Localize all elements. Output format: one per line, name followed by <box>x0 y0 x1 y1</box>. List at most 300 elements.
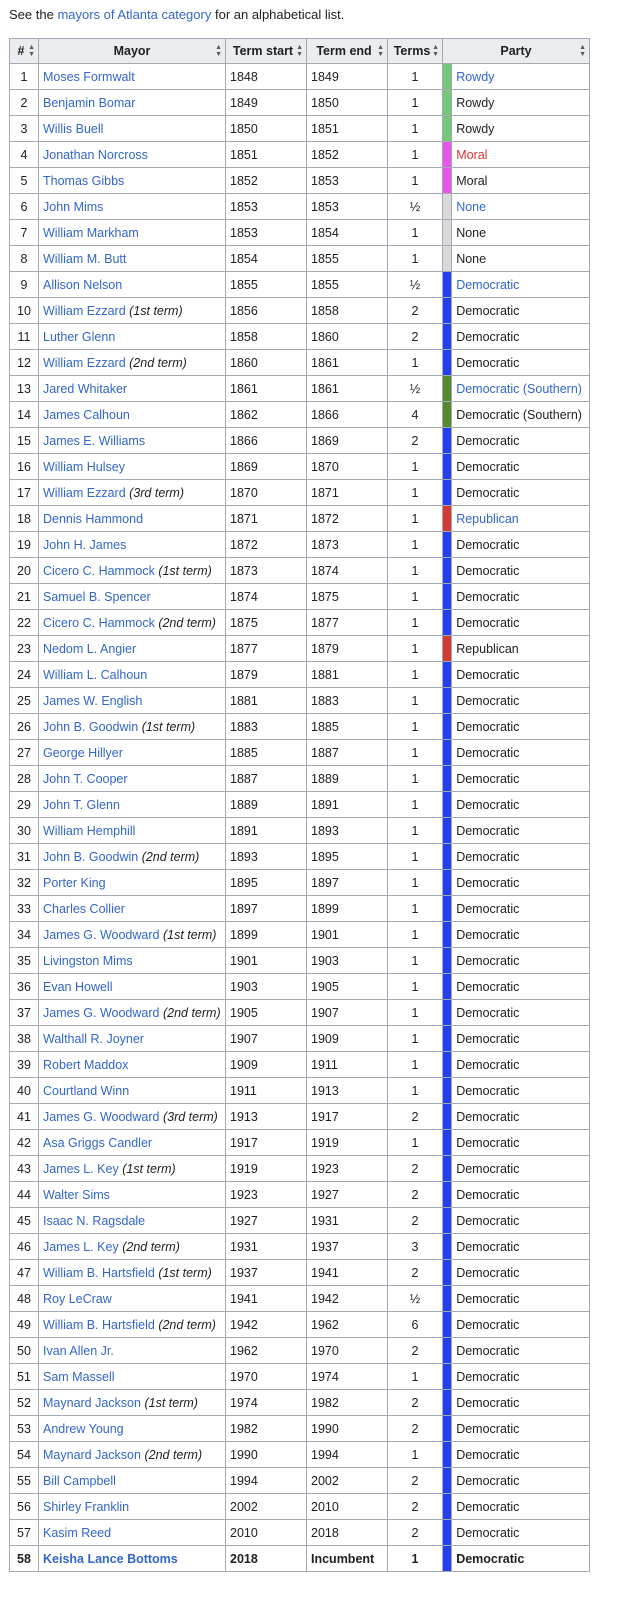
party-label: Democratic <box>456 1031 520 1046</box>
header-num[interactable] <box>10 39 39 64</box>
table-row <box>10 168 590 194</box>
header-party[interactable] <box>443 39 590 64</box>
term-note: (1st term) <box>141 719 196 734</box>
table-row <box>10 480 590 506</box>
header-row <box>10 39 590 64</box>
row-number: 10 <box>10 298 39 324</box>
mayor-link[interactable]: Charles Collier <box>43 901 125 916</box>
term-start: 1923 <box>226 1182 307 1208</box>
mayor-link[interactable]: John T. Cooper <box>43 771 128 786</box>
term-end: 2010 <box>307 1494 388 1520</box>
party-cell <box>452 168 590 194</box>
party-cell <box>452 558 590 584</box>
party-color-swatch <box>443 506 452 532</box>
row-number: 4 <box>10 142 39 168</box>
mayor-cell <box>39 532 226 558</box>
table-row <box>10 740 590 766</box>
term-note: (2nd term) <box>129 355 187 370</box>
table-row <box>10 1416 590 1442</box>
terms-count: 6 <box>388 1312 443 1338</box>
party-label: Democratic <box>456 901 520 916</box>
term-end: 1903 <box>307 948 388 974</box>
terms-count: 1 <box>388 948 443 974</box>
mayor-link[interactable]: Porter King <box>43 875 106 890</box>
sort-icon[interactable]: ▲ ▼ <box>28 44 35 58</box>
row-number: 56 <box>10 1494 39 1520</box>
header-mayor[interactable] <box>39 39 226 64</box>
mayor-cell <box>39 376 226 402</box>
term-end: 1854 <box>307 220 388 246</box>
party-label: Democratic <box>456 1239 520 1254</box>
header-term-start[interactable] <box>226 39 307 64</box>
table-row <box>10 1182 590 1208</box>
term-start: 1905 <box>226 1000 307 1026</box>
mayor-link[interactable]: Maynard Jackson <box>43 1447 141 1462</box>
terms-count: 1 <box>388 142 443 168</box>
mayor-cell <box>39 1312 226 1338</box>
mayor-cell <box>39 1156 226 1182</box>
mayor-link[interactable]: Walter Sims <box>43 1187 110 1202</box>
mayor-link[interactable]: Livingston Mims <box>43 953 133 968</box>
party-cell <box>452 142 590 168</box>
term-end: 1974 <box>307 1364 388 1390</box>
table-row <box>10 1078 590 1104</box>
terms-count: ½ <box>388 194 443 220</box>
party-color-swatch <box>443 220 452 246</box>
mayor-link[interactable]: William B. Hartsfield <box>43 1317 155 1332</box>
mayor-link[interactable]: Evan Howell <box>43 979 113 994</box>
table-row <box>10 454 590 480</box>
mayor-link[interactable]: Cicero C. Hammock <box>43 563 155 578</box>
party-cell <box>452 1234 590 1260</box>
mayor-cell <box>39 1468 226 1494</box>
row-number: 24 <box>10 662 39 688</box>
mayor-link[interactable]: Courtland Winn <box>43 1083 130 1098</box>
term-start: 1851 <box>226 142 307 168</box>
mayor-link[interactable]: William M. Butt <box>43 251 127 266</box>
mayor-cell <box>39 142 226 168</box>
header-term-end[interactable] <box>307 39 388 64</box>
row-number: 40 <box>10 1078 39 1104</box>
mayor-cell <box>39 1364 226 1390</box>
party-label: Democratic <box>456 979 520 994</box>
table-row <box>10 1026 590 1052</box>
row-number: 16 <box>10 454 39 480</box>
header-terms[interactable] <box>388 39 443 64</box>
mayor-link[interactable]: Ivan Allen Jr. <box>43 1343 114 1358</box>
terms-count: 2 <box>388 1338 443 1364</box>
term-start: 1903 <box>226 974 307 1000</box>
mayor-link[interactable]: James E. Williams <box>43 433 146 448</box>
mayors-category-link[interactable]: mayors of Atlanta category <box>57 7 212 22</box>
term-end: 1869 <box>307 428 388 454</box>
term-end: 1883 <box>307 688 388 714</box>
mayor-cell <box>39 1546 226 1572</box>
sort-icon[interactable]: ▲ ▼ <box>215 44 222 58</box>
mayor-link[interactable]: Kasim Reed <box>43 1525 112 1540</box>
terms-count: 1 <box>388 168 443 194</box>
party-color-swatch <box>443 1312 452 1338</box>
party-color-swatch <box>443 402 452 428</box>
mayor-cell <box>39 1338 226 1364</box>
mayor-link[interactable]: James Calhoun <box>43 407 130 422</box>
party-label: Democratic <box>456 797 520 812</box>
party-color-swatch <box>443 454 452 480</box>
sort-icon[interactable]: ▲ ▼ <box>579 44 586 58</box>
table-row <box>10 402 590 428</box>
term-end: 1887 <box>307 740 388 766</box>
party-cell <box>452 688 590 714</box>
mayor-cell <box>39 688 226 714</box>
party-cell <box>452 1026 590 1052</box>
table-row <box>10 1156 590 1182</box>
row-number: 11 <box>10 324 39 350</box>
mayor-link[interactable]: Keisha Lance Bottoms <box>43 1551 178 1566</box>
mayor-link[interactable]: William Ezzard <box>43 485 126 500</box>
mayor-link[interactable]: Maynard Jackson <box>43 1395 141 1410</box>
term-note: (1st term) <box>162 927 217 942</box>
table-row <box>10 1364 590 1390</box>
party-label[interactable]: None <box>456 199 487 214</box>
party-cell <box>452 1494 590 1520</box>
party-label: Democratic <box>456 1395 520 1410</box>
terms-count: 1 <box>388 610 443 636</box>
party-color-swatch <box>443 610 452 636</box>
term-start: 1895 <box>226 870 307 896</box>
row-number: 55 <box>10 1468 39 1494</box>
party-cell <box>452 454 590 480</box>
table-row <box>10 1052 590 1078</box>
mayor-link[interactable]: Roy LeCraw <box>43 1291 112 1306</box>
party-label: Democratic <box>456 1187 520 1202</box>
term-end: 1849 <box>307 64 388 90</box>
table-row <box>10 1494 590 1520</box>
party-color-swatch <box>443 792 452 818</box>
mayor-cell <box>39 870 226 896</box>
mayors-table <box>9 38 590 1572</box>
mayor-cell <box>39 90 226 116</box>
mayor-link[interactable]: James G. Woodward <box>43 1005 160 1020</box>
mayor-cell <box>39 1260 226 1286</box>
row-number: 49 <box>10 1312 39 1338</box>
party-color-swatch <box>443 1182 452 1208</box>
table-row <box>10 1104 590 1130</box>
party-label: Rowdy <box>456 121 495 136</box>
terms-count: 3 <box>388 1234 443 1260</box>
party-label: Democratic <box>456 1265 520 1280</box>
table-row <box>10 376 590 402</box>
row-number: 6 <box>10 194 39 220</box>
mayor-link[interactable]: William Hulsey <box>43 459 125 474</box>
mayor-link[interactable]: Thomas Gibbs <box>43 173 125 188</box>
row-number: 39 <box>10 1052 39 1078</box>
row-number: 46 <box>10 1234 39 1260</box>
term-end: 1852 <box>307 142 388 168</box>
row-number: 14 <box>10 402 39 428</box>
mayor-link[interactable]: John H. James <box>43 537 127 552</box>
term-start: 1877 <box>226 636 307 662</box>
term-start: 1879 <box>226 662 307 688</box>
mayor-link[interactable]: Jonathan Norcross <box>43 147 148 162</box>
party-label: Democratic <box>456 1447 520 1462</box>
mayor-cell <box>39 350 226 376</box>
table-row <box>10 844 590 870</box>
term-start: 1852 <box>226 168 307 194</box>
mayor-link[interactable]: William L. Calhoun <box>43 667 148 682</box>
sort-icon[interactable]: ▲ ▼ <box>296 44 303 58</box>
terms-count: 1 <box>388 1546 443 1572</box>
terms-count: 1 <box>388 90 443 116</box>
term-start: 1982 <box>226 1416 307 1442</box>
party-cell <box>452 1468 590 1494</box>
term-end: 1895 <box>307 844 388 870</box>
sort-icon[interactable]: ▲ ▼ <box>432 44 439 58</box>
row-number: 52 <box>10 1390 39 1416</box>
party-color-swatch <box>443 636 452 662</box>
term-end: 1875 <box>307 584 388 610</box>
mayor-link[interactable]: James W. English <box>43 693 143 708</box>
party-label[interactable]: Rowdy <box>456 69 495 84</box>
party-color-swatch <box>443 662 452 688</box>
term-end: 2002 <box>307 1468 388 1494</box>
table-row <box>10 1468 590 1494</box>
party-color-swatch <box>443 1156 452 1182</box>
terms-count: 1 <box>388 1000 443 1026</box>
mayor-link[interactable]: Bill Campbell <box>43 1473 116 1488</box>
party-label[interactable]: Democratic (Southern) <box>456 381 582 396</box>
table-row <box>10 1312 590 1338</box>
party-color-swatch <box>443 558 452 584</box>
terms-count: 1 <box>388 818 443 844</box>
term-end: 1994 <box>307 1442 388 1468</box>
party-label: Democratic <box>456 927 520 942</box>
table-row <box>10 922 590 948</box>
row-number: 22 <box>10 610 39 636</box>
mayor-link[interactable]: Shirley Franklin <box>43 1499 130 1514</box>
mayor-cell <box>39 766 226 792</box>
party-label: Democratic <box>456 1291 520 1306</box>
term-note: (2nd term) <box>122 1239 180 1254</box>
party-label: Democratic <box>456 303 520 318</box>
table-row <box>10 64 590 90</box>
terms-count: 1 <box>388 480 443 506</box>
term-start: 1913 <box>226 1104 307 1130</box>
table-row <box>10 792 590 818</box>
term-start: 1873 <box>226 558 307 584</box>
row-number: 51 <box>10 1364 39 1390</box>
row-number: 1 <box>10 64 39 90</box>
mayor-cell <box>39 194 226 220</box>
mayor-link[interactable]: Allison Nelson <box>43 277 123 292</box>
mayor-link[interactable]: Robert Maddox <box>43 1057 129 1072</box>
mayor-link[interactable]: James L. Key <box>43 1161 119 1176</box>
mayor-link[interactable]: Moses Formwalt <box>43 69 135 84</box>
mayor-link[interactable]: Isaac N. Ragsdale <box>43 1213 146 1228</box>
row-number: 44 <box>10 1182 39 1208</box>
term-start: 1937 <box>226 1260 307 1286</box>
term-end: 1990 <box>307 1416 388 1442</box>
party-cell <box>452 480 590 506</box>
term-start: 1856 <box>226 298 307 324</box>
terms-count: 2 <box>388 1156 443 1182</box>
term-end: 1873 <box>307 532 388 558</box>
party-color-swatch <box>443 896 452 922</box>
party-color-swatch <box>443 1130 452 1156</box>
party-color-swatch <box>443 1338 452 1364</box>
term-end: 1923 <box>307 1156 388 1182</box>
mayor-cell <box>39 818 226 844</box>
table-row <box>10 1000 590 1026</box>
party-label[interactable]: Moral <box>456 147 488 162</box>
party-color-swatch <box>443 142 452 168</box>
term-start: 1860 <box>226 350 307 376</box>
mayor-link[interactable]: Walthall R. Joyner <box>43 1031 144 1046</box>
mayor-link[interactable]: Luther Glenn <box>43 329 116 344</box>
mayor-cell <box>39 298 226 324</box>
terms-count: 1 <box>388 1364 443 1390</box>
term-end: 1913 <box>307 1078 388 1104</box>
terms-count: 1 <box>388 558 443 584</box>
party-color-swatch <box>443 194 452 220</box>
table-row <box>10 506 590 532</box>
mayor-link[interactable]: John Mims <box>43 199 104 214</box>
term-start: 1887 <box>226 766 307 792</box>
mayor-cell <box>39 402 226 428</box>
terms-count: 2 <box>388 1390 443 1416</box>
terms-count: 2 <box>388 1182 443 1208</box>
table-row <box>10 142 590 168</box>
mayor-link[interactable]: Samuel B. Spencer <box>43 589 151 604</box>
party-color-swatch <box>443 1442 452 1468</box>
term-start: 1901 <box>226 948 307 974</box>
term-start: 2018 <box>226 1546 307 1572</box>
term-start: 1871 <box>226 506 307 532</box>
mayor-link[interactable]: William B. Hartsfield <box>43 1265 155 1280</box>
party-color-swatch <box>443 246 452 272</box>
mayor-link[interactable]: John B. Goodwin <box>43 849 139 864</box>
term-start: 1962 <box>226 1338 307 1364</box>
mayor-cell <box>39 1052 226 1078</box>
term-start: 1907 <box>226 1026 307 1052</box>
party-label: Democratic <box>456 1551 525 1566</box>
term-start: 1891 <box>226 818 307 844</box>
party-cell <box>452 272 590 298</box>
party-label: Democratic <box>456 563 520 578</box>
mayor-link[interactable]: Andrew Young <box>43 1421 124 1436</box>
party-color-swatch <box>443 64 452 90</box>
party-color-swatch <box>443 1546 452 1572</box>
party-cell <box>452 324 590 350</box>
party-cell <box>452 246 590 272</box>
party-label: Democratic <box>456 589 520 604</box>
term-end: 1909 <box>307 1026 388 1052</box>
mayor-cell <box>39 168 226 194</box>
row-number: 7 <box>10 220 39 246</box>
term-start: 1990 <box>226 1442 307 1468</box>
mayor-link[interactable]: Asa Griggs Candler <box>43 1135 153 1150</box>
mayor-link[interactable]: John B. Goodwin <box>43 719 139 734</box>
row-number: 35 <box>10 948 39 974</box>
mayor-cell <box>39 1442 226 1468</box>
term-note: (1st term) <box>129 303 183 318</box>
terms-count: 1 <box>388 974 443 1000</box>
row-number: 25 <box>10 688 39 714</box>
mayor-link[interactable]: Sam Massell <box>43 1369 115 1384</box>
row-number: 3 <box>10 116 39 142</box>
term-note: (1st term) <box>158 1265 212 1280</box>
party-cell <box>452 402 590 428</box>
party-cell <box>452 974 590 1000</box>
sort-icon[interactable]: ▲ ▼ <box>377 44 384 58</box>
mayor-link[interactable]: William Markham <box>43 225 139 240</box>
mayor-link[interactable]: Jared Whitaker <box>43 381 128 396</box>
row-number: 57 <box>10 1520 39 1546</box>
mayor-link[interactable]: James G. Woodward <box>43 1109 160 1124</box>
party-label[interactable]: Republican <box>456 511 519 526</box>
term-note: (2nd term) <box>141 849 200 864</box>
mayor-link[interactable]: Cicero C. Hammock <box>43 615 155 630</box>
row-number: 2 <box>10 90 39 116</box>
mayor-link[interactable]: George Hillyer <box>43 745 123 760</box>
party-cell <box>452 1286 590 1312</box>
term-start: 1917 <box>226 1130 307 1156</box>
party-cell <box>452 662 590 688</box>
terms-count: 1 <box>388 246 443 272</box>
table-row <box>10 350 590 376</box>
mayor-link[interactable]: William Ezzard <box>43 303 126 318</box>
mayor-link[interactable]: William Hemphill <box>43 823 136 838</box>
party-label: Democratic <box>456 745 520 760</box>
mayor-link[interactable]: William Ezzard <box>43 355 126 370</box>
row-number: 32 <box>10 870 39 896</box>
party-label[interactable]: Democratic <box>456 277 520 292</box>
table-row <box>10 90 590 116</box>
mayor-link[interactable]: John T. Glenn <box>43 797 120 812</box>
party-color-swatch <box>443 740 452 766</box>
mayor-link[interactable]: James G. Woodward <box>43 927 160 942</box>
terms-count: 1 <box>388 1052 443 1078</box>
mayor-link[interactable]: Nedom L. Angier <box>43 641 137 656</box>
party-cell <box>452 1338 590 1364</box>
terms-count: 1 <box>388 844 443 870</box>
terms-count: 2 <box>388 1416 443 1442</box>
mayor-cell <box>39 116 226 142</box>
mayor-link[interactable]: Benjamin Bomar <box>43 95 136 110</box>
row-number: 31 <box>10 844 39 870</box>
party-color-swatch <box>443 688 452 714</box>
header-num-label: # <box>17 44 25 58</box>
table-row <box>10 246 590 272</box>
mayor-cell <box>39 948 226 974</box>
term-start: 1994 <box>226 1468 307 1494</box>
term-start: 1897 <box>226 896 307 922</box>
term-start: 1866 <box>226 428 307 454</box>
mayor-link[interactable]: Dennis Hammond <box>43 511 144 526</box>
term-start: 1942 <box>226 1312 307 1338</box>
terms-count: 1 <box>388 714 443 740</box>
terms-count: ½ <box>388 376 443 402</box>
mayor-link[interactable]: James L. Key <box>43 1239 119 1254</box>
party-color-swatch <box>443 298 452 324</box>
term-end: 1891 <box>307 792 388 818</box>
mayor-link[interactable]: Willis Buell <box>43 121 104 136</box>
party-cell <box>452 1182 590 1208</box>
header-mayor-label: Mayor <box>113 44 151 58</box>
party-color-swatch <box>443 168 452 194</box>
party-cell <box>452 376 590 402</box>
party-label: Democratic <box>456 1161 520 1176</box>
mayor-cell <box>39 1390 226 1416</box>
